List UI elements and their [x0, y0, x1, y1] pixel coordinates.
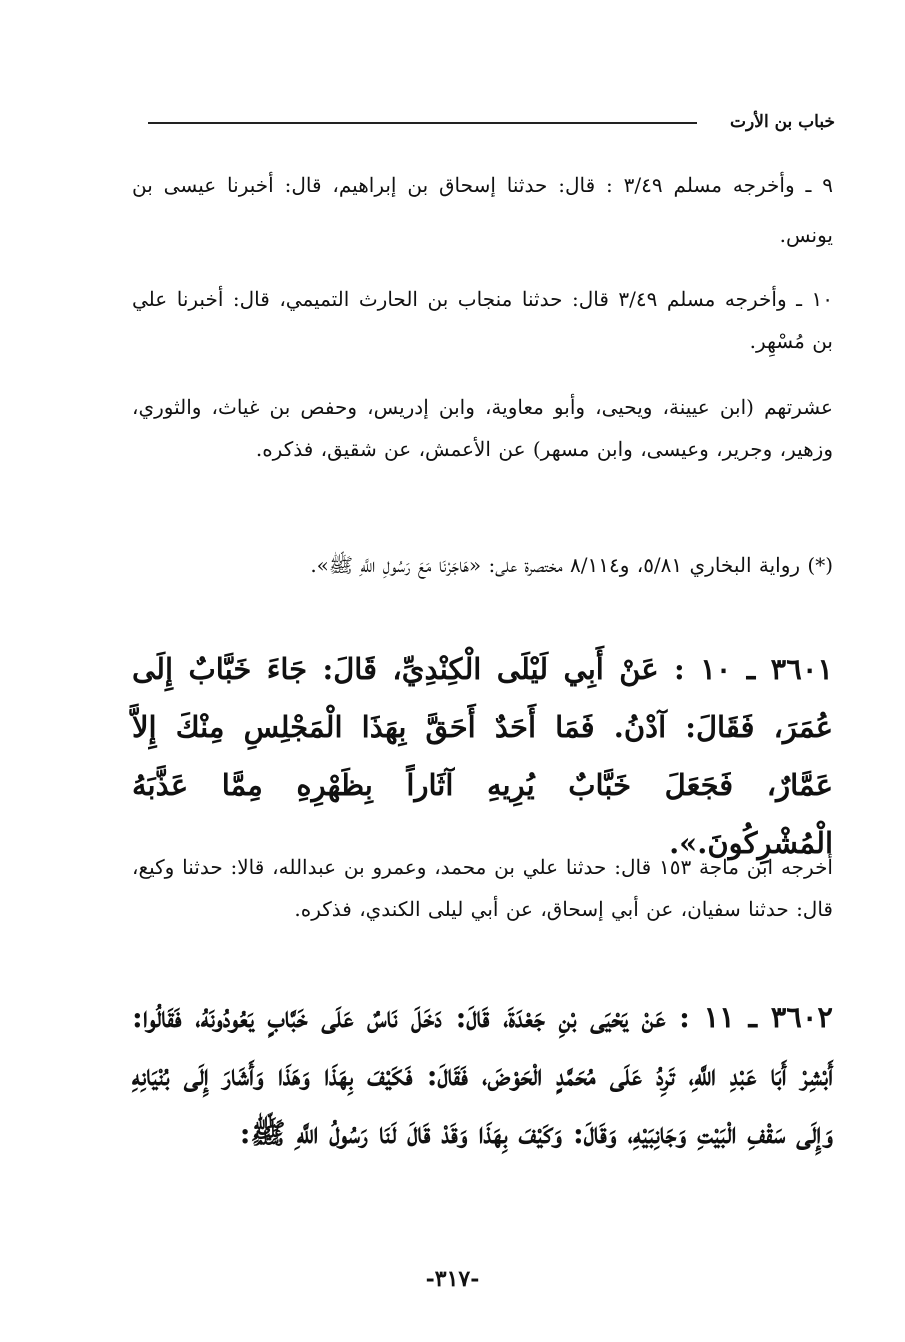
hadith-3602: ٣٦٠٢ ـ ١١ : عَنْ يَحْيَى بْنِ جَعْدَةَ، قَالَ: دَخَلَ نَاسٌ عَلَى خَبَّابٍ يَعُودُونَهُ، فَقَالُوا: أَبْشِرْ أَبَا عَبْدِ اللَّهِ، تَرِدُ عَلَى مُحَمَّدٍ الْحَوْضَ، فَقَالَ: فَكَيْفَ بِهَذَا وَهَذَا وَأَشَارَ إِلَى بُنْيَانِهِ وَإِلَى سَقْفِ الْبَيْتِ وَجَانِبَيْهِ، وَقَالَ: وَكَيْفَ بِهَذَا وَقَدْ قَالَ لَنَا رَسُولُ اللَّهِ ﷺ: [132, 1000, 833, 1150]
takhrij-3601: أخرجه ابن ماجة ١٥٣ قال: حدثنا علي بن محمد، وعمرو بن عبدالله، قالا: حدثنا وكيع، قال: حدثنا سفيان، عن أبي إسحاق، عن أبي ليلى الكندي، فذكره. [132, 855, 833, 921]
page-number: -٣١٧- [425, 1266, 480, 1292]
hadith-3601: ٣٦٠١ ـ ١٠ : عَنْ أَبِي لَيْلَى الْكِنْدِيِّ، قَالَ: جَاءَ خَبَّابٌ إِلَى عُمَرَ، فَقَالَ: آدْنُ. فَمَا أَحَدٌ أَحَقَّ بِهَذَا الْمَجْلِسِ مِنْكَ إِلاَّ عَمَّارٌ، فَجَعَلَ خَبَّابٌ يُرِيهِ آثَاراً بِظَهْرِهِ مِمَّا عَذَّبَهُ الْمُشْرِكُونَ.». [132, 652, 833, 860]
bukhari-note: (*) رواية البخاري ٥/٨١، و٨/١١٤ مختصرة على: «هَاجَرْنَا مَعَ رَسُولِ اللَّهِ ﷺ». [310, 553, 833, 577]
running-header [148, 108, 835, 136]
note-10: ١٠ ـ وأخرجه مسلم ٣/٤٩ قال: حدثنا منجاب بن الحارث التميمي، قال: أخبرنا علي بن مُسْهِر. [132, 287, 833, 353]
summary-note: عشرتهم (ابن عيينة، ويحيى، وأبو معاوية، وابن إدريس، وحفص بن غياث، والثوري، وزهير، وجرير، وعيسى، وابن مسهر) عن الأعمش، عن شقيق، فذكره. [132, 395, 833, 461]
header-rule [148, 122, 697, 124]
note-9: ٩ ـ وأخرجه مسلم ٣/٤٩ : قال: حدثنا إسحاق بن إبراهيم، قال: أخبرنا عيسى بن يونس. [132, 173, 833, 247]
header-title: خباب بن الأرت [730, 112, 835, 132]
